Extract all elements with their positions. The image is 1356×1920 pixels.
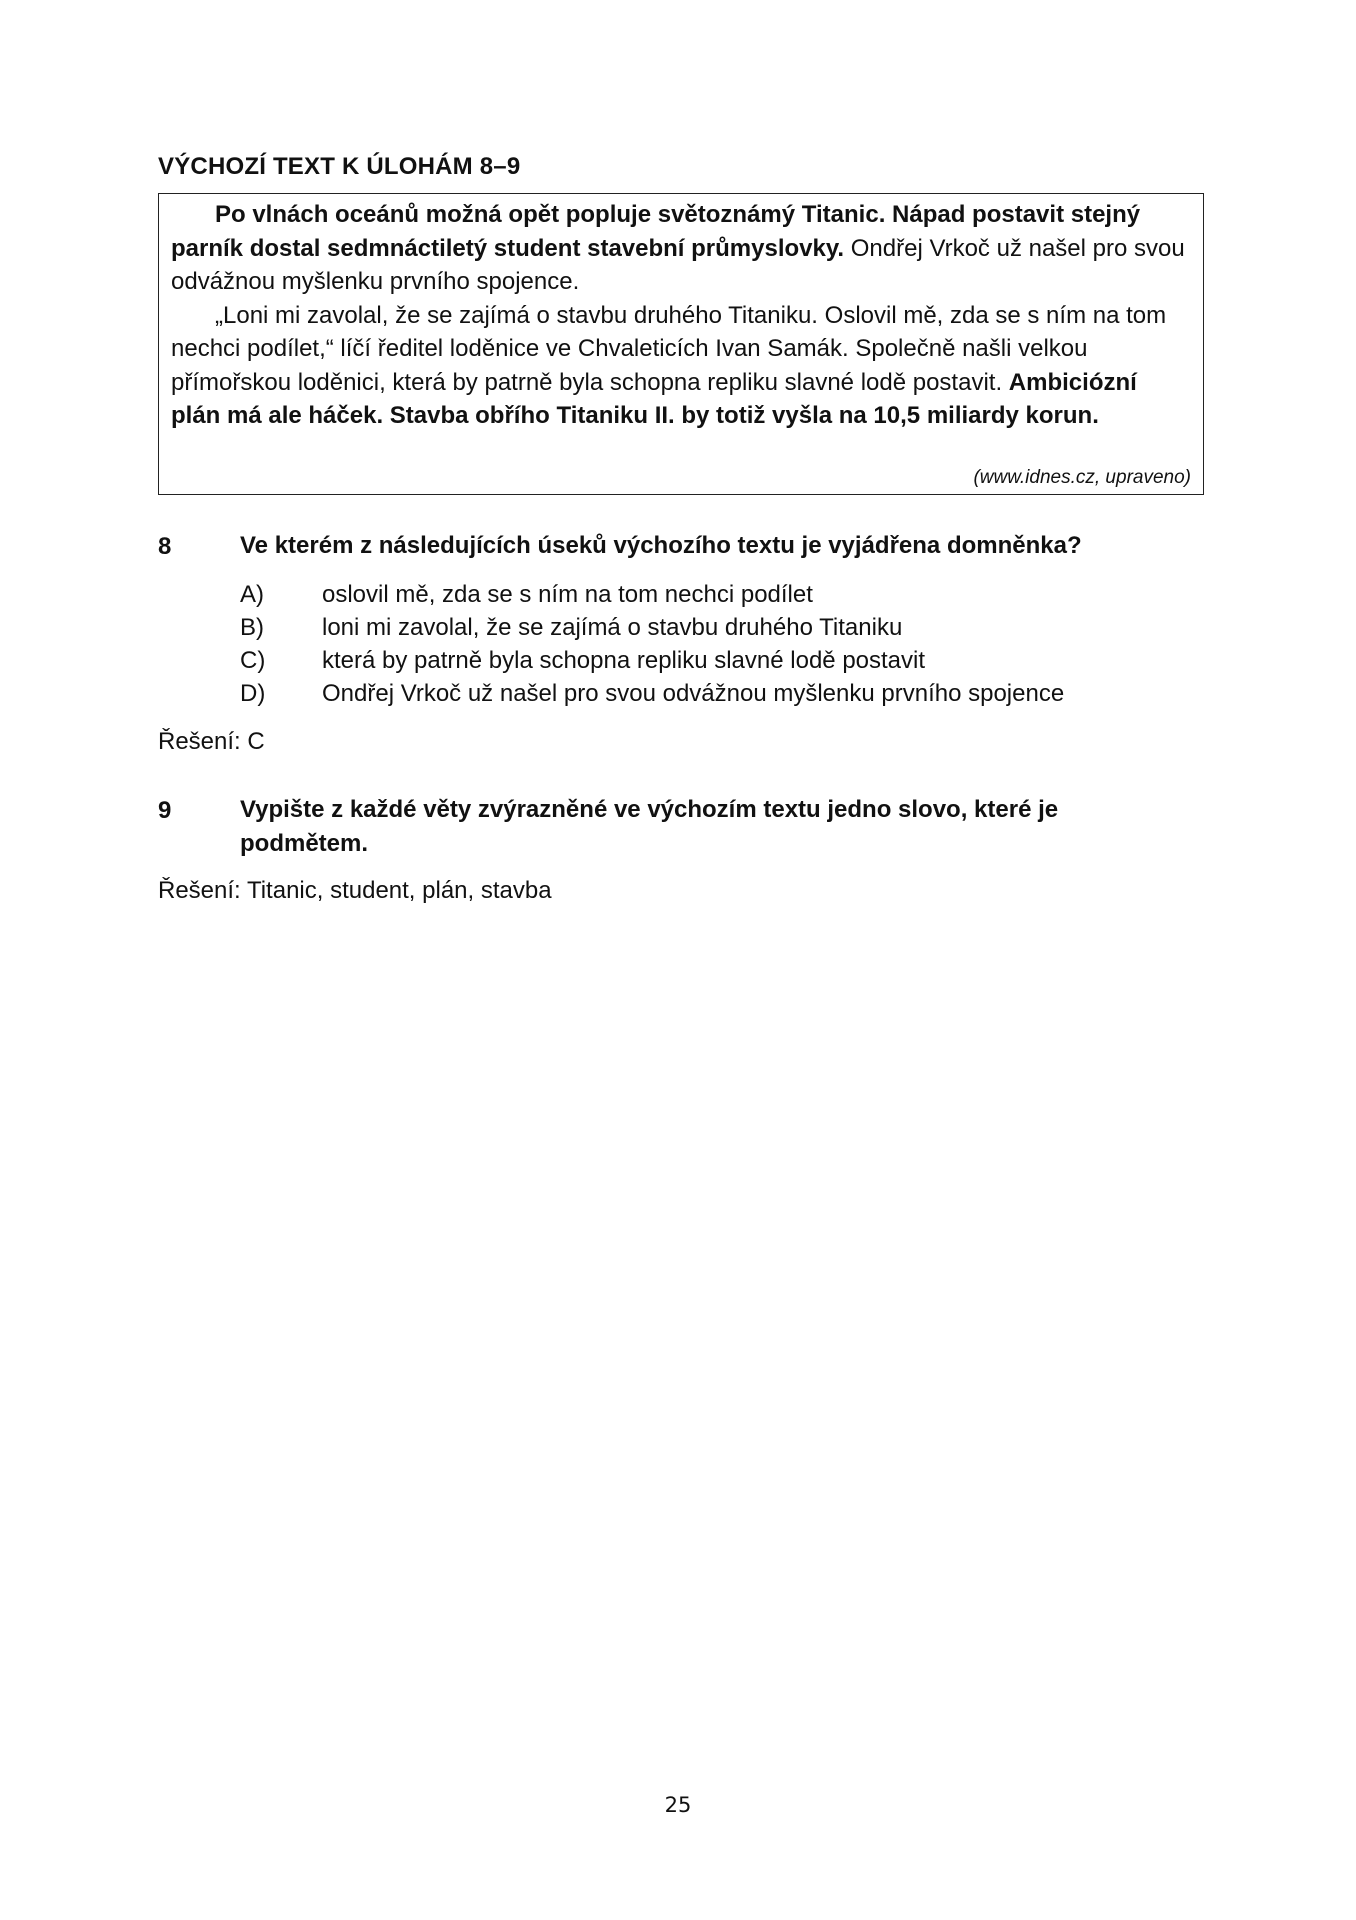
- source-text-box: [158, 193, 1204, 495]
- question-9-number: 9: [158, 797, 172, 824]
- question-8-text: Ve kterém z následujících úseků výchozího textu je vyjádřena domněnka?: [240, 532, 1082, 559]
- source-paragraph-2-bold: Ambiciózní plán má ale háček. Stavba obřího Titaniku II. by totiž vyšla na 10,5 miliardy korun.: [171, 368, 1137, 429]
- section-heading: VÝCHOZÍ TEXT K ÚLOHÁM 8–9: [158, 153, 521, 180]
- page-number: 25: [664, 1793, 692, 1817]
- source-paragraph-2-normal: „Loni mi zavolal, že se zajímá o stavbu druhého Titaniku. Oslovil mě, zda se s ním na tom nechci podílet,“ líčí ředitel loděnice ve Chvaleticích Ivan Samák. Společně našli velkou přímořskou loděnici, která by patrně byla schopna repliku slavné lodě postavit.: [171, 301, 1167, 396]
- question-9-solution: Řešení: Titanic, student, plán, stavba: [158, 877, 552, 904]
- option-text: loni mi zavolal, že se zajímá o stavbu druhého Titaniku: [322, 614, 903, 641]
- source-citation: (www.idnes.cz, upraveno): [973, 467, 1191, 488]
- question-8-number: 8: [158, 533, 172, 560]
- question-8-solution: Řešení: C: [158, 728, 265, 755]
- option-letter: A): [240, 581, 264, 608]
- source-paragraph-1: [171, 198, 1191, 299]
- option-text: která by patrně byla schopna repliku slavné lodě postavit: [322, 647, 926, 674]
- option-text: Ondřej Vrkoč už našel pro svou odvážnou myšlenku prvního spojence: [322, 680, 1065, 707]
- option-letter: B): [240, 614, 264, 641]
- option-letter: D): [240, 680, 266, 707]
- option-letter: C): [240, 647, 266, 674]
- source-paragraph-1-bold: Po vlnách oceánů možná opět popluje světoznámý Titanic. Nápad postavit stejný parník dostal sedmnáctiletý student stavební průmyslovky.: [171, 201, 1141, 262]
- source-paragraph-1-normal: Ondřej Vrkoč už našel pro svou odvážnou myšlenku prvního spojence.: [171, 234, 1185, 295]
- option-text: oslovil mě, zda se s ním na tom nechci podílet: [322, 581, 813, 608]
- question-9-text: Vypište z každé věty zvýrazněné ve výchozím textu jedno slovo, které je podmětem.: [240, 796, 1059, 857]
- source-paragraph-2: [171, 299, 1191, 433]
